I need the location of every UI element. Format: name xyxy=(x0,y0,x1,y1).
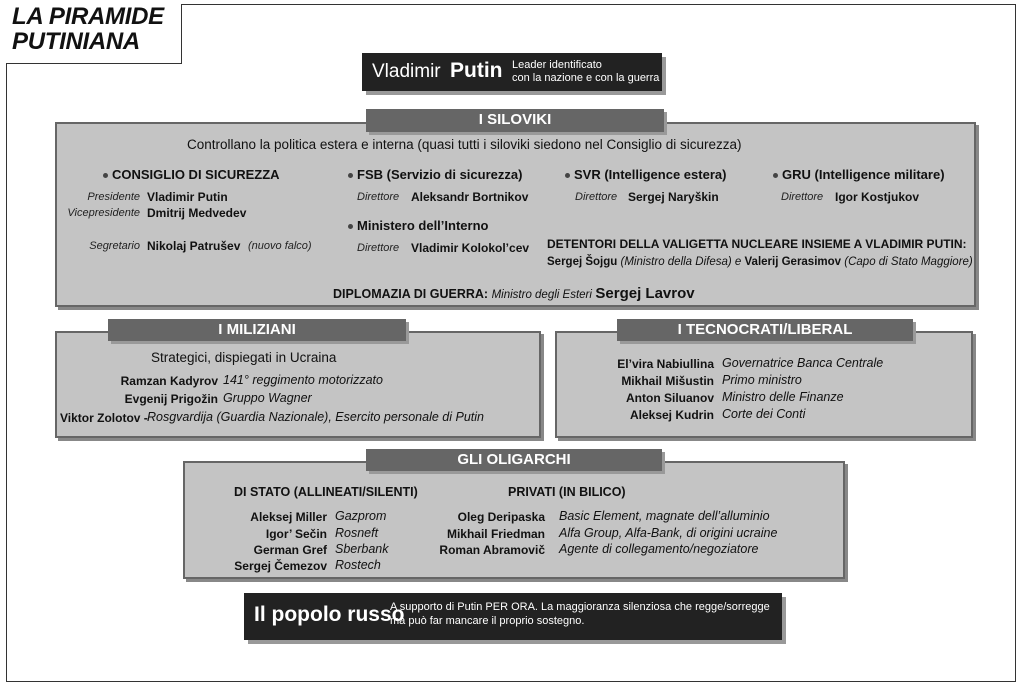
popolo-desc-1: A supporto di Putin PER ORA. La maggioranza silenziosa che regge/sorregge xyxy=(390,601,770,613)
fsb-title xyxy=(348,167,522,182)
gru-title-text: GRU (Intelligence militare) xyxy=(782,167,945,182)
miliziani-header: I MILIZIANI xyxy=(108,319,406,341)
interno-name: Vladimir Kolokol’cev xyxy=(411,241,530,255)
consiglio-note-segretario: (nuovo falco) xyxy=(248,240,312,252)
stato-name-1: Aleksej Miller xyxy=(250,510,327,524)
nucleare-role-1: (Ministro della Difesa) xyxy=(620,256,732,268)
consiglio-name-presidente: Vladimir Putin xyxy=(147,190,228,204)
nucleare-names xyxy=(547,256,973,268)
putin-desc-2: con la nazione e con la guerra xyxy=(512,72,660,84)
stato-desc-1: Gazprom xyxy=(335,509,387,523)
nucleare-name-1: Sergej Šojgu xyxy=(547,256,618,268)
fsb-name: Aleksandr Bortnikov xyxy=(411,190,529,204)
consiglio-role-vicepresidente: Vicepresidente xyxy=(67,207,140,219)
svr-name: Sergej Naryškin xyxy=(628,190,719,204)
consiglio-title-text: CONSIGLIO DI SICUREZZA xyxy=(112,167,280,182)
stato-name-3: German Gref xyxy=(253,543,327,557)
consiglio-name-vicepresidente: Dmitrij Medvedev xyxy=(147,206,247,220)
stato-desc-3: Sberbank xyxy=(335,542,389,556)
tecnocrati-desc-2: Primo ministro xyxy=(722,373,802,387)
gru-role: Direttore xyxy=(781,191,824,203)
putin-first-name: Vladimir xyxy=(372,61,441,82)
miliziani-desc-3: Rosgvardija (Guardia Nazionale), Esercito personale di Putin xyxy=(147,410,484,424)
putin-box xyxy=(362,53,662,91)
oligarchi-privati-title: PRIVATI (IN BILICO) xyxy=(508,485,626,499)
diagram-title xyxy=(6,4,182,64)
privati-desc-1: Basic Element, magnate dell’alluminio xyxy=(559,509,770,523)
stato-name-4: Sergej Čemezov xyxy=(234,559,327,573)
interno-role: Direttore xyxy=(357,242,400,254)
bullet-icon xyxy=(348,173,353,178)
nucleare-and: e xyxy=(734,256,742,268)
nucleare-role-2: (Capo di Stato Maggiore) xyxy=(844,256,973,268)
tecnocrati-header: I TECNOCRATI/LIBERAL xyxy=(617,319,913,341)
privati-name-3: Roman Abramovič xyxy=(439,543,545,557)
tecnocrati-name-1: El’vira Nabiullina xyxy=(617,357,714,371)
nucleare-title: DETENTORI DELLA VALIGETTA NUCLEARE INSIEME A VLADIMIR PUTIN: xyxy=(547,237,967,251)
diplomazia-role: Ministro degli Esteri xyxy=(491,289,592,301)
consiglio-title xyxy=(103,167,280,182)
bullet-icon xyxy=(103,173,108,178)
consiglio-name-segretario: Nikolaj Patrušev xyxy=(147,239,241,253)
bullet-icon xyxy=(773,173,778,178)
siloviki-header: I SILOVIKI xyxy=(366,109,664,132)
interno-title-text: Ministero dell’Interno xyxy=(357,218,489,233)
diplomazia-name: Sergej Lavrov xyxy=(595,285,695,302)
title-line-2: PUTINIANA xyxy=(12,28,140,55)
privati-desc-2: Alfa Group, Alfa-Bank, di origini ucraine xyxy=(559,526,778,540)
fsb-role: Direttore xyxy=(357,191,400,203)
stato-name-2: Igor’ Sečin xyxy=(265,527,327,541)
miliziani-desc-2: Gruppo Wagner xyxy=(223,391,312,405)
tecnocrati-desc-4: Corte dei Conti xyxy=(722,407,806,421)
tecnocrati-desc-1: Governatrice Banca Centrale xyxy=(722,356,884,370)
putin-last-name: Putin xyxy=(450,59,503,82)
tecnocrati-name-4: Aleksej Kudrin xyxy=(629,408,714,422)
nucleare-name-2: Valerij Gerasimov xyxy=(744,256,842,268)
putin-desc-1: Leader identificato xyxy=(512,59,602,71)
consiglio-role-segretario: Segretario xyxy=(89,240,140,252)
oligarchi-stato-title: DI STATO (ALLINEATI/SILENTI) xyxy=(234,485,418,499)
consiglio-role-presidente: Presidente xyxy=(87,191,140,203)
privati-name-1: Oleg Deripaska xyxy=(457,510,545,524)
miliziani-name-1: Ramzan Kadyrov xyxy=(120,374,218,388)
miliziani-subtitle: Strategici, dispiegati in Ucraina xyxy=(151,350,337,365)
popolo-desc-2: ma può far mancare il proprio sostegno. xyxy=(390,615,585,627)
gru-title xyxy=(773,167,945,182)
tecnocrati-name-3: Anton Siluanov xyxy=(626,391,714,405)
title-line-1: LA PIRAMIDE xyxy=(12,3,164,30)
fsb-title-text: FSB (Servizio di sicurezza) xyxy=(357,167,523,182)
miliziani-desc-1: 141° reggimento motorizzato xyxy=(223,373,383,387)
miliziani-name-3: Viktor Zolotov - xyxy=(60,411,148,425)
popolo-title: Il popolo russo xyxy=(254,603,405,626)
tecnocrati-desc-3: Ministro delle Finanze xyxy=(722,390,844,404)
diplomazia-label: DIPLOMAZIA DI GUERRA: xyxy=(333,287,489,301)
privati-desc-3: Agente di collegamento/negoziatore xyxy=(559,542,759,556)
interno-title xyxy=(348,218,488,233)
stato-desc-2: Rosneft xyxy=(335,526,379,540)
miliziani-name-2: Evgenij Prigožin xyxy=(124,392,218,406)
svr-role: Direttore xyxy=(575,191,618,203)
svr-title-text: SVR (Intelligence estera) xyxy=(574,167,727,182)
oligarchi-header: GLI OLIGARCHI xyxy=(366,449,662,471)
tecnocrati-name-2: Mikhail Mišustin xyxy=(621,374,714,388)
popolo-box xyxy=(244,593,782,640)
svr-title xyxy=(565,167,726,182)
bullet-icon xyxy=(565,173,570,178)
siloviki-subtitle: Controllano la politica estera e interna (quasi tutti i siloviki siedono nel Consiglio di sicurezza) xyxy=(187,137,742,152)
gru-name: Igor Kostjukov xyxy=(835,190,920,204)
stato-desc-4: Rostech xyxy=(335,558,381,572)
diplomazia-line xyxy=(333,285,695,302)
bullet-icon xyxy=(348,224,353,229)
privati-name-2: Mikhail Friedman xyxy=(446,527,545,541)
